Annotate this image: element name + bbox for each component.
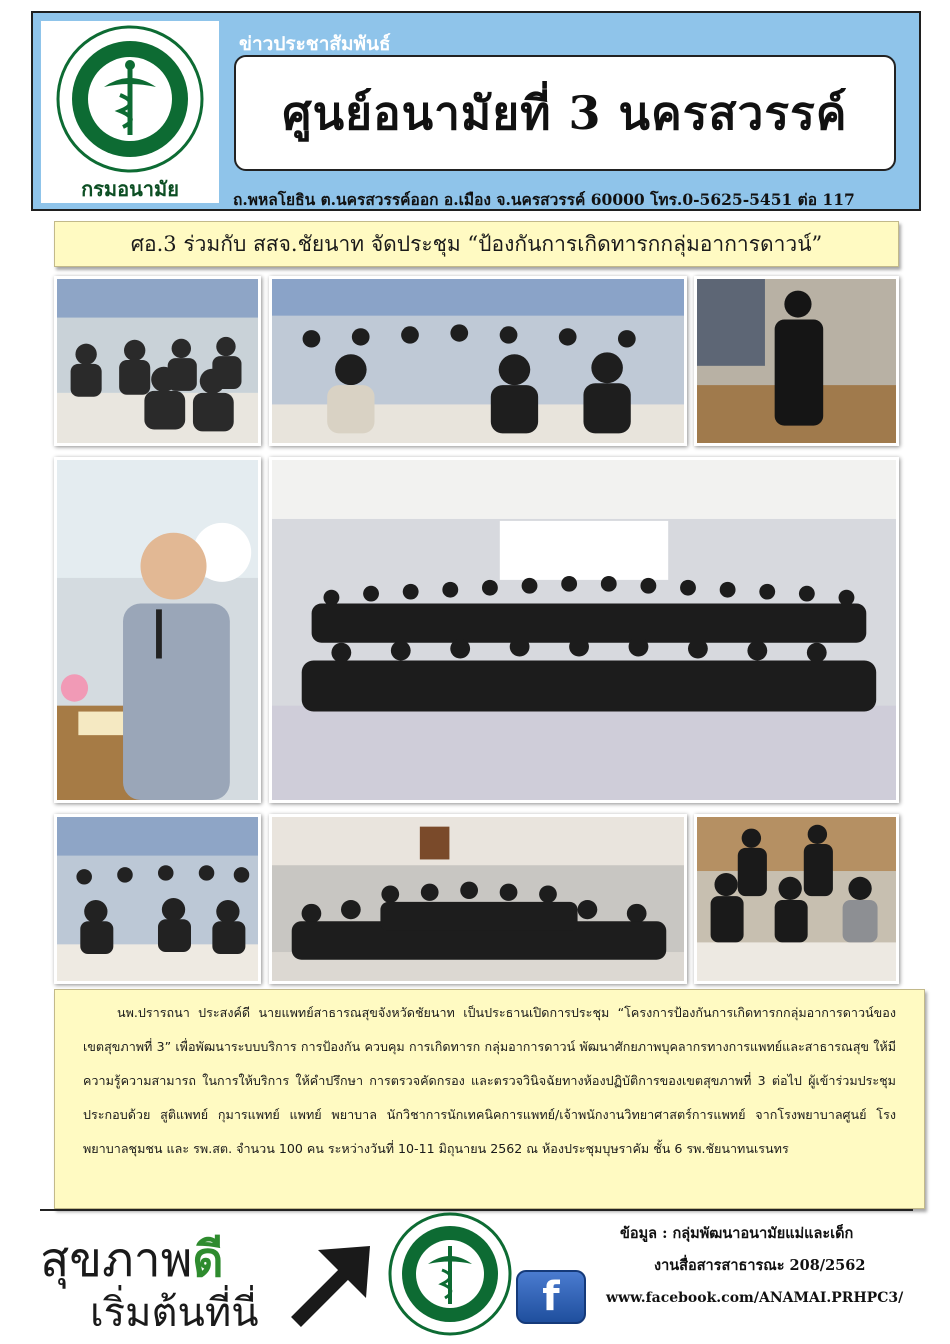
photo-front-row-attendees (269, 276, 687, 446)
news-body-text: นพ.ปรารถนา ประสงค์ดี นายแพทย์สาธารณสุขจังหวัดชัยนาท เป็นประธานเปิดการประชุม “โครงการป้องกันการเกิดทารกกลุ่มอาการดาวน์ของเขตสุขภาพที่ 3” เพื่อพัฒนาระบบบริการ การป้องกัน ควบคุม การเกิดทารก กลุ่มอาการดาวน์ พัฒนาศักยภาพบุคลากรทางการแพทย์และสาธารณสุข ให้มีความรู้ความสามารถ ในการให้บริการ ให้คำปรึกษา การตรวจคัดกรอง และตรวจวินิจฉัยทางห้องปฏิบัติการของเขตสุขภาพที่ 3 ต่อไป ผู้เข้าร่วมประชุม ประกอบด้วย สูติแพทย์ กุมารแพทย์ แพทย์ พยาบาล นักวิชาการนักเทคนิคการแพทย์/เจ้าพนักงานวิทยาศาสตร์การแพทย์ จากโรงพยาบาลศูนย์ โรงพยาบาลชุมชน และ รพ.สต. จำนวน 100 คน ระหว่างวันที่ 10-11 มิถุนายน 2562 ณ ห้องประชุมบุษราคัม ชั้น 6 รพ.ชัยนาทนเรนทร (83, 1005, 896, 1156)
title-box (234, 55, 896, 171)
page-title: ศูนย์อนามัยที่ 3 นครสวรรค์ (282, 85, 848, 140)
photo-chairman-speech (54, 457, 261, 803)
facebook-glyph: f (542, 1274, 560, 1320)
slogan-health: สุขภาพ (40, 1232, 193, 1288)
photo-speaker-standing (694, 276, 899, 446)
footer-divider (40, 1209, 913, 1211)
facebook-url-link[interactable]: www.facebook.com/ANAMAI.PRHPC3/ (606, 1290, 904, 1306)
photo-attendees-tables (54, 814, 261, 984)
headline-text: ศอ.3 ร่วมกับ สสจ.ชัยนาท จัดประชุม “ป้องกันการเกิดทารกกลุ่มอาการดาวน์” (130, 231, 823, 256)
press-release-label: ข่าวประชาสัมพันธ์ (239, 33, 391, 55)
slogan-good: ดี (192, 1232, 224, 1288)
photo-seated-attendees-left (54, 276, 261, 446)
department-logo-panel (41, 21, 219, 203)
masthead (31, 11, 921, 211)
headline-banner (54, 221, 899, 267)
facebook-icon[interactable] (516, 1270, 586, 1324)
contact-address: ถ.พหลโยธิน ต.นครสวรรค์ออก อ.เมือง จ.นครสวรรค์ 60000 โทร.0-5625-5451 ต่อ 117 (233, 190, 855, 209)
photo-organizers-seated (694, 814, 899, 984)
department-name: กรมอนามัย (81, 177, 179, 201)
slogan-line-2: เริ่มต้นที่นี่ (90, 1290, 259, 1336)
photo-group-activity (269, 814, 687, 984)
ministry-logo-icon (49, 25, 211, 173)
news-body-box (54, 989, 925, 1209)
photo-group-photo (269, 457, 899, 803)
ministry-footer-logo-icon (388, 1212, 512, 1336)
arrow-up-right-icon (284, 1240, 378, 1330)
credit-source: ข้อมูล : กลุ่มพัฒนาอนามัยแม่และเด็ก (620, 1225, 854, 1242)
credit-release-number: งานสื่อสารสาธารณะ 208/2562 (654, 1257, 866, 1274)
